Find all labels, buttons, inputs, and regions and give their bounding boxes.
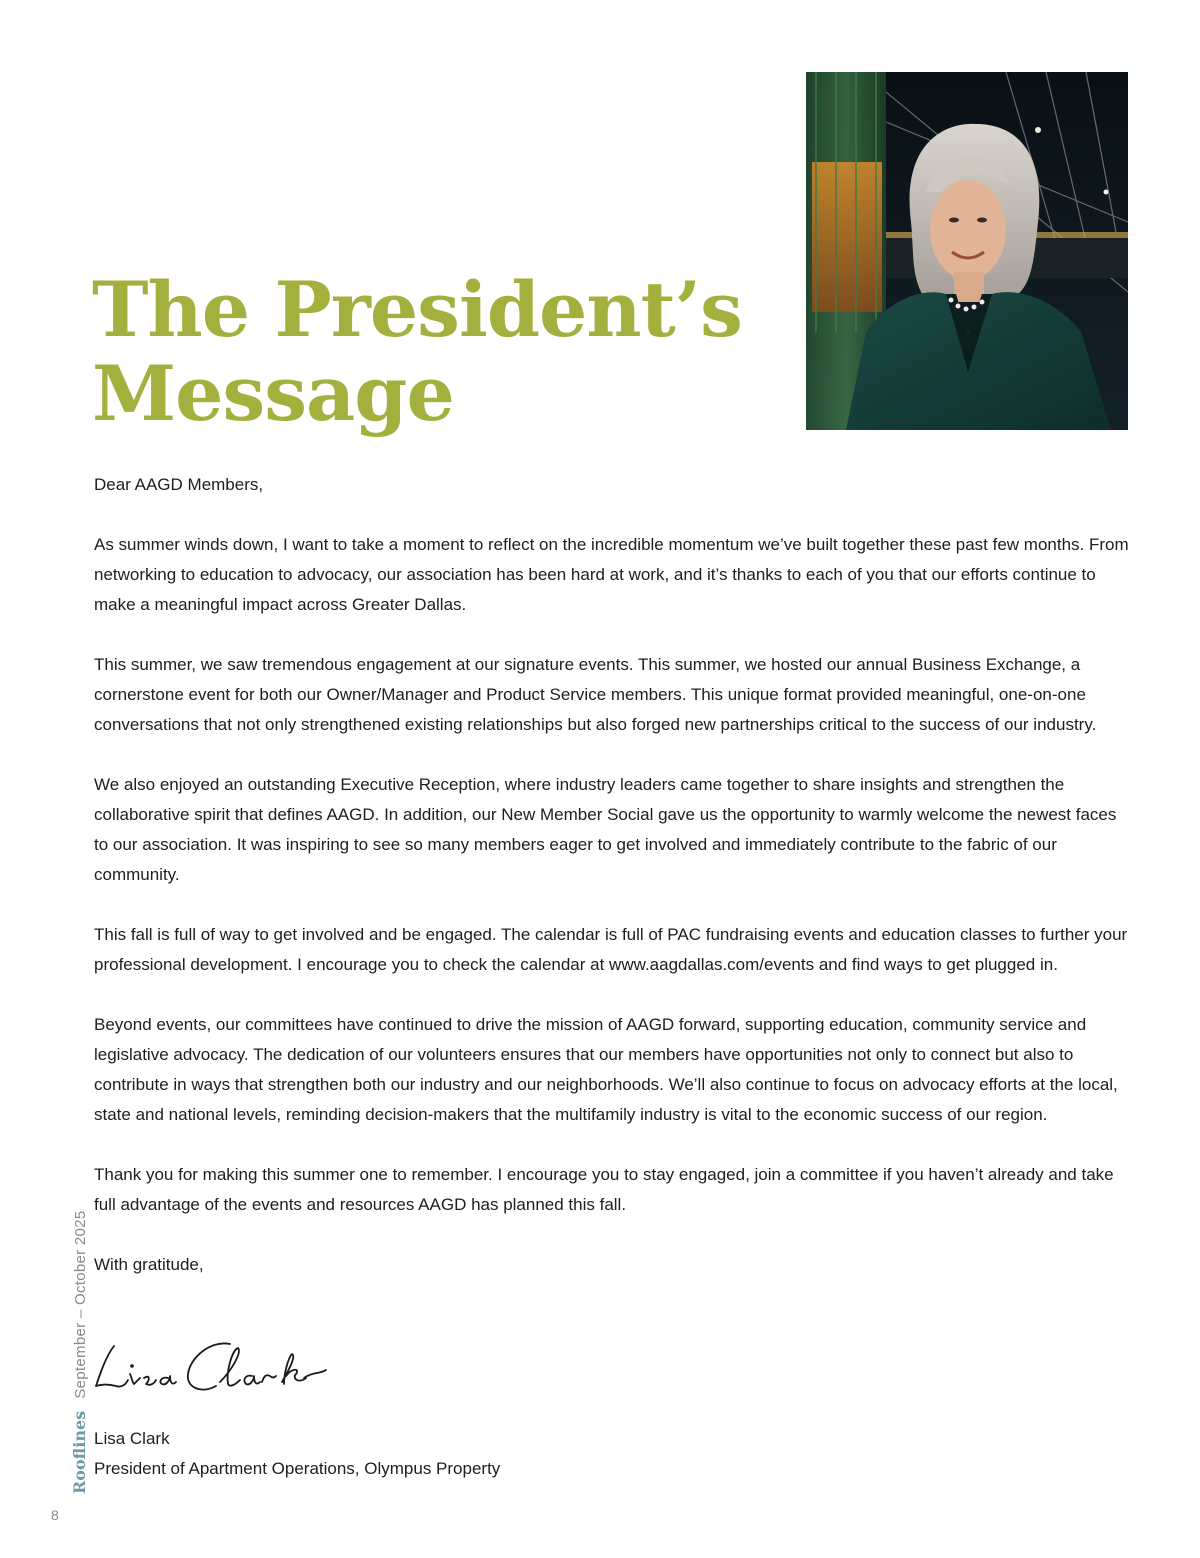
title-line-2: Message [92, 349, 454, 438]
page-number: 8 [51, 1507, 59, 1523]
letter-paragraph-1: As summer winds down, I want to take a moment to reflect on the incredible momentum we’ve built together these past few months. From networking to education to advocacy, our association has been hard at work, and it’s thanks to each of you that our efforts continue to make a meaningful impact across Greater Dallas. [94, 535, 1129, 614]
letter-closing: With gratitude, [94, 1255, 204, 1274]
publication-name: Rooflines [70, 1410, 89, 1494]
signer-title: President of Apartment Operations, Olympus Property [94, 1459, 501, 1478]
letter-body [94, 470, 1134, 1298]
title-line-1: The President’s [92, 265, 742, 354]
president-portrait-photo [806, 72, 1128, 430]
vertical-footer [70, 1211, 91, 1495]
page-title [92, 265, 772, 438]
signer-block [94, 1424, 500, 1484]
letter-paragraph-4: This fall is full of way to get involved and be engaged. The calendar is full of PAC fundraising events and education classes to further your professional development. I encourage you to check the calendar at www.aagdallas.com/events and find ways to get plugged in. [94, 925, 1128, 974]
letter-greeting: Dear AAGD Members, [94, 475, 264, 494]
handwritten-signature [92, 1334, 332, 1400]
letter-paragraph-6: Thank you for making this summer one to remember. I encourage you to stay engaged, join a committee if you haven’t already and take full advantage of the events and resources AAGD has planned this fall. [94, 1165, 1114, 1214]
signer-name: Lisa Clark [94, 1429, 170, 1448]
issue-date: September – October 2025 [72, 1210, 89, 1399]
letter-paragraph-3: We also enjoyed an outstanding Executive Reception, where industry leaders came together to share insights and strengthen the collaborative spirit that defines AAGD. In addition, our New Member Social gave us the opportunity to warmly welcome the newest faces to our association. It was inspiring to see so many members eager to get involved and immediately contribute to the fabric of our community. [94, 775, 1117, 884]
letter-paragraph-5: Beyond events, our committees have continued to drive the mission of AAGD forward, supporting education, community service and legislative advocacy. The dedication of our volunteers ensures that our members have opportunities not only to connect but also to contribute in ways that strengthen both our industry and our neighborhoods. We’ll also continue to focus on advocacy efforts at the local, state and national levels, reminding decision-makers that the multifamily industry is vital to the economic success of our region. [94, 1015, 1118, 1124]
letter-paragraph-2: This summer, we saw tremendous engagement at our signature events. This summer, we hosted our annual Business Exchange, a cornerstone event for both our Owner/Manager and Product Service members. This unique format provided meaningful, one-on-one conversations that not only strengthened existing relationships but also forged new partnerships critical to the success of our industry. [94, 655, 1097, 734]
